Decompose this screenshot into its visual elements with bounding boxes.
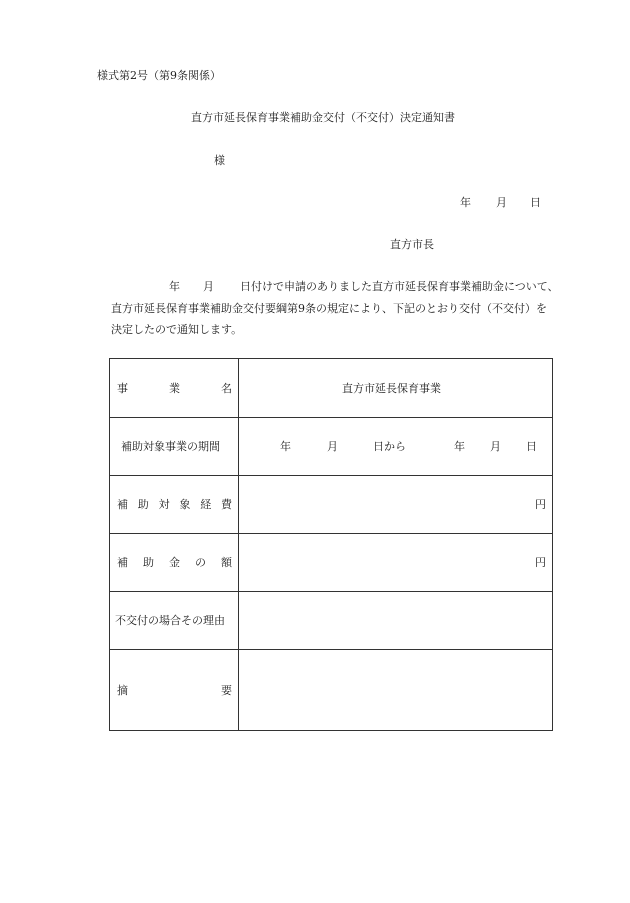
period-start-month: 月 (327, 440, 338, 453)
body-line-3: 決定したので通知します。 (111, 323, 243, 336)
label-char: 象 (179, 498, 191, 511)
label-char: 業 (169, 382, 180, 395)
label-char: 助 (143, 556, 154, 569)
row-eligible-cost (110, 475, 552, 534)
issue-date-month: 月 (496, 196, 507, 209)
label-project-name (117, 380, 232, 396)
label-char: 対 (158, 498, 170, 511)
addressee-honorific: 様 (214, 154, 225, 167)
label-char: 費 (220, 498, 232, 511)
label-subsidy-amount (117, 554, 232, 570)
label-char: 金 (169, 556, 180, 569)
period-start-year: 年 (280, 440, 291, 453)
label-non-grant-reason: 不交付の場合その理由 (115, 614, 225, 627)
row-subsidy-amount (110, 533, 552, 592)
period-start-day: 日から (373, 440, 406, 453)
label-char: の (195, 556, 206, 569)
body-line-2: 直方市延長保育事業補助金交付要綱第9条の規定により、下記のとおり交付（不交付）を (111, 302, 547, 315)
document-title: 直方市延長保育事業補助金交付（不交付）決定通知書 (191, 111, 455, 124)
value-project-name: 直方市延長保育事業 (342, 382, 441, 395)
eligible-cost-unit: 円 (535, 498, 546, 511)
period-end-year: 年 (454, 440, 465, 453)
label-char: 要 (221, 683, 232, 697)
row-remarks (110, 649, 552, 730)
notice-table (109, 358, 553, 731)
label-eligible-cost (117, 496, 232, 512)
body-month: 月 (203, 280, 214, 293)
issue-date-day: 日 (530, 196, 541, 209)
body-line-1: 日付けで申請のありました直方市延長保育事業補助金について、 (240, 280, 559, 293)
label-char: 補 (117, 498, 128, 511)
label-char: 補 (117, 556, 128, 569)
period-end-day: 日 (526, 440, 537, 453)
row-non-grant-reason (110, 591, 552, 650)
label-char: 経 (200, 498, 212, 511)
period-end-month: 月 (490, 440, 501, 453)
label-period: 補助対象事業の期間 (121, 440, 220, 453)
row-project-name (110, 359, 552, 418)
label-char: 名 (221, 382, 232, 395)
label-char: 事 (117, 382, 128, 395)
issue-date-year: 年 (460, 196, 471, 209)
label-remarks (117, 682, 232, 698)
form-number-label: 様式第2号（第9条関係） (97, 69, 221, 82)
label-char: 助 (137, 498, 149, 511)
subsidy-amount-unit: 円 (535, 556, 546, 569)
body-year: 年 (169, 280, 180, 293)
row-period (110, 417, 552, 476)
label-char: 額 (221, 556, 232, 569)
label-char: 摘 (117, 683, 128, 697)
issuer-name: 直方市長 (390, 238, 434, 251)
